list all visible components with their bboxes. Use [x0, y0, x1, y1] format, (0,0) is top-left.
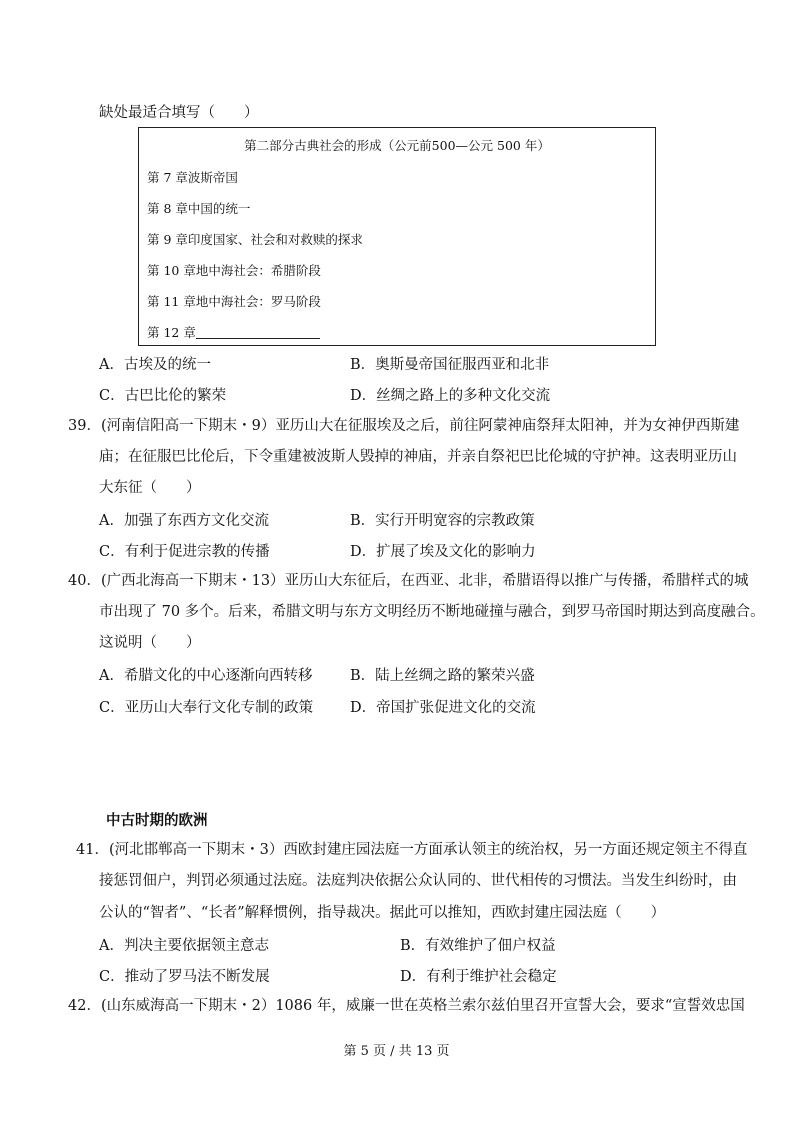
q41-line: 接惩罚佃户，判罚必须通过法庭。法庭判决依据公众认同的、世代相传的习惯法。当发生纠纷时，由	[99, 873, 737, 889]
q41-line: 公认的“智者”、“长者”解释惯例，指导裁决。据此可以推知，西欧封建庄园法庭（ ）	[99, 905, 666, 921]
intro-line: 缺处最适合填写（ ）	[99, 105, 259, 121]
q41-line: 41．(河北邯郸高一下期末・3）西欧封建庄园法庭一方面承认领主的统治权，另一方面还规定领主不得直	[76, 842, 748, 858]
q40-line: 40．(广西北海高一下期末・13）亚历山大东征后，在西亚、北非，希腊语得以推广与传播，希腊样式的城	[68, 573, 749, 589]
q38-option-a: A．古埃及的统一	[99, 357, 211, 373]
q41-option-d: D．有利于维护社会稳定	[400, 969, 557, 985]
q41-option-c: C．推动了罗马法不断发展	[99, 969, 270, 985]
q39-line: 大东征（ ）	[99, 480, 201, 496]
q40-option-d: D．帝国扩张促进文化的交流	[350, 700, 536, 716]
q39-option-b: B．实行开明宽容的宗教政策	[350, 513, 535, 529]
fill-in-blank	[196, 324, 320, 339]
chapter-row: 第 11 章地中海社会：罗马阶段	[147, 294, 321, 309]
q41-option-a: A．判决主要依据领主意志	[99, 938, 269, 954]
q39-option-c: C．有利于促进宗教的传播	[99, 544, 270, 560]
q41-option-b: B．有效维护了佃户权益	[400, 938, 556, 954]
section-title: 中古时期的欧洲	[106, 813, 208, 829]
chapter-row-prefix: 第 12 章	[147, 325, 196, 340]
q42-line: 42．(山东威海高一下期末・2）1086 年，威廉一世在英格兰索尔兹伯里召开宣誓大会，要求“宣誓效忠国	[68, 998, 745, 1014]
chapter-table-title: 第二部分古典社会的形成（公元前500—公元 500 年）	[244, 138, 550, 153]
q39-option-d: D．扩展了埃及文化的影响力	[350, 544, 536, 560]
chapter-row-blank	[147, 323, 320, 341]
q38-option-b: B．奥斯曼帝国征服西亚和北非	[350, 357, 550, 373]
q38-option-d: D．丝绸之路上的多种文化交流	[350, 388, 551, 404]
q40-option-b: B．陆上丝绸之路的繁荣兴盛	[350, 668, 535, 684]
chapter-table	[138, 127, 656, 346]
chapter-row: 第 9 章印度国家、社会和对救赎的探求	[147, 232, 363, 247]
q40-option-c: C．亚历山大奉行文化专制的政策	[99, 700, 314, 716]
q40-line: 这说明（ ）	[99, 635, 201, 651]
chapter-row: 第 10 章地中海社会：希腊阶段	[147, 263, 321, 278]
chapter-row: 第 7 章波斯帝国	[147, 170, 238, 185]
q39-option-a: A．加强了东西方文化交流	[99, 513, 269, 529]
chapter-row: 第 8 章中国的统一	[147, 201, 251, 216]
q39-line: 庙；在征服巴比伦后，下令重建被波斯人毁掉的神庙，并亲自祭祀巴比伦城的守护神。这表明亚历山	[99, 449, 737, 465]
q40-line: 市出现了 70 多个。后来，希腊文明与东方文明经历不断地碰撞与融合，到罗马帝国时期达到高度融合。	[99, 604, 765, 620]
q39-line: 39．(河南信阳高一下期末・9）亚历山大在征服埃及之后，前往阿蒙神庙祭拜太阳神，并为女神伊西斯建	[68, 418, 740, 434]
q38-option-c: C．古巴比伦的繁荣	[99, 388, 227, 404]
page-footer: 第 5 页 / 共 13 页	[343, 1044, 450, 1059]
q40-option-a: A．希腊文化的中心逐渐向西转移	[99, 668, 313, 684]
